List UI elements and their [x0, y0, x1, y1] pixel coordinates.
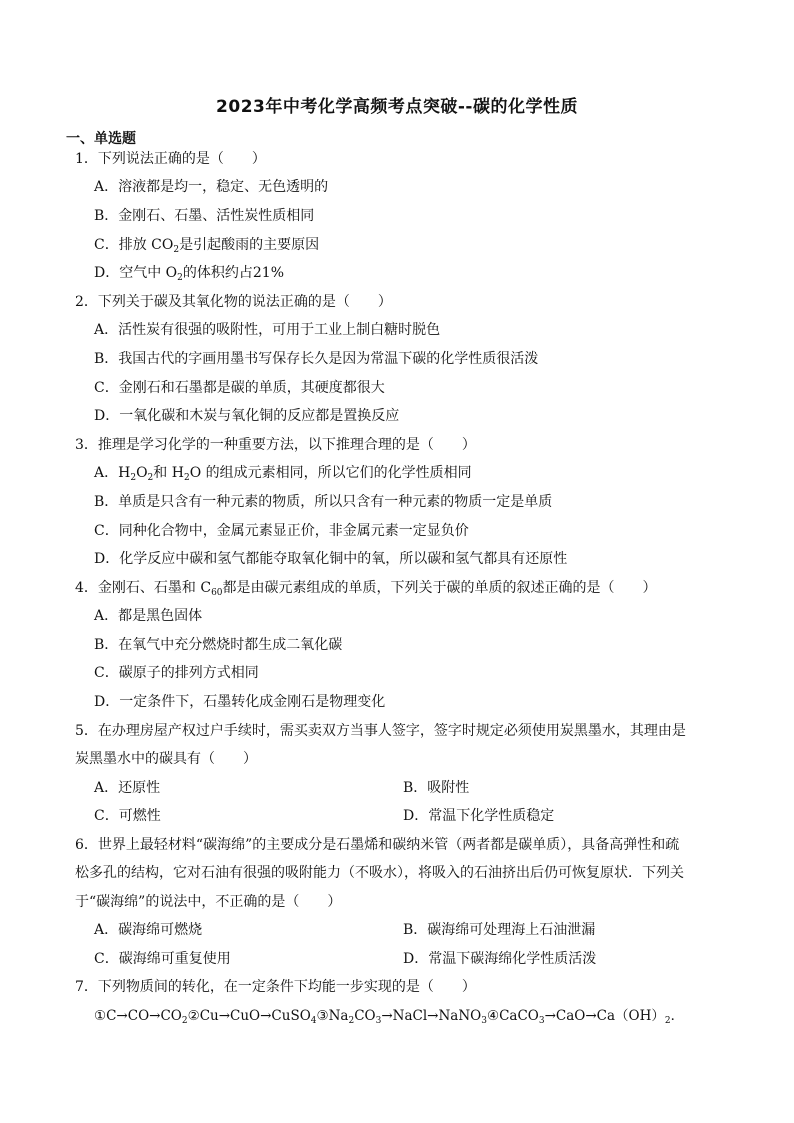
question-4-option-a[interactable]: A．都是黑色固体 [94, 608, 203, 624]
question-2-option-b[interactable]: B．我国古代的字画用墨书写保存长久是因为常温下碳的化学性质很活泼 [94, 351, 539, 367]
question-2-option-d[interactable]: D．一氧化碳和木炭与氧化铜的反应都是置换反应 [94, 408, 400, 424]
question-1-option-a[interactable]: A．溶液都是均一，稳定、无色透明的 [94, 179, 329, 195]
section-heading: 一、单选题 [66, 131, 136, 147]
question-6-stem-line-2: 松多孔的结构，它对石油有很强的吸附能力（不吸水），将吸入的石油挤出后仍可恢复原状．下列关 [75, 865, 684, 881]
question-2-stem: 2．下列关于碳及其氧化物的说法正确的是（ ） [75, 294, 392, 310]
question-6-stem-line-3: 于“碳海绵”的说法中，不正确的是（ ） [75, 894, 342, 910]
question-3-option-c[interactable]: C．同种化合物中，金属元素显正价，非金属元素一定显负价 [94, 523, 469, 539]
question-7-stem: 7．下列物质间的转化，在一定条件下均能一步实现的是（ ） [75, 979, 476, 995]
question-1-option-c[interactable]: C．排放 $CO_2$是引起酸雨的主要原因 [94, 237, 320, 255]
question-4-option-d[interactable]: D．一定条件下，石墨转化成金刚石是物理变化 [94, 694, 386, 710]
question-5-stem-line-1: 5．在办理房屋产权过户手续时，需买卖双方当事人签字，签字时规定必须使用炭黑墨水，其理由是 [75, 723, 686, 739]
question-1-option-b[interactable]: B．金刚石、石墨、活性炭性质相同 [94, 208, 315, 224]
question-1-option-d[interactable]: D．空气中 $O_2$的体积约占21% [94, 265, 285, 283]
question-3-stem: 3．推理是学习化学的一种重要方法，以下推理合理的是（ ） [75, 437, 476, 453]
question-5-option-d[interactable]: D．常温下化学性质稳定 [403, 808, 555, 824]
question-7-conversion-chain: $①C\to CO\to CO_2②Cu\to CuO\to CuSO_4③Na_2CO_3\to NaCl\to NaNO_3④CaCO_3\to CaO\to Ca(OH)_2$． [94, 1008, 685, 1026]
page-title: 2023年中考化学高频考点突破--碳的化学性质 [216, 97, 578, 117]
question-5-option-b[interactable]: B．吸附性 [403, 780, 470, 796]
question-5-option-c[interactable]: C．可燃性 [94, 808, 161, 824]
question-6-option-b[interactable]: B．碳海绵可处理海上石油泄漏 [403, 922, 596, 938]
question-4-option-c[interactable]: C．碳原子的排列方式相同 [94, 665, 259, 681]
question-2-option-c[interactable]: C．金刚石和石墨都是碳的单质，其硬度都很大 [94, 380, 385, 396]
question-5-stem-line-2: 炭黑墨水中的碳具有（ ） [75, 751, 257, 767]
question-6-option-d[interactable]: D．常温下碳海绵化学性质活泼 [403, 951, 597, 967]
question-4-option-b[interactable]: B．在氧气中充分燃烧时都生成二氧化碳 [94, 637, 343, 653]
question-2-option-a[interactable]: A．活性炭有很强的吸附性，可用于工业上制白糖时脱色 [94, 322, 441, 338]
question-3-option-b[interactable]: B．单质是只含有一种元素的物质，所以只含有一种元素的物质一定是单质 [94, 494, 553, 510]
question-5-option-a[interactable]: A．还原性 [94, 780, 161, 796]
question-1-stem: 1．下列说法正确的是（ ） [75, 151, 266, 167]
question-6-stem-line-1: 6．世界上最轻材料“碳海绵”的主要成分是石墨烯和碳纳米管（两者都是碳单质），具备高弹性和疏 [75, 837, 680, 853]
question-3-option-d[interactable]: D．化学反应中碳和氢气都能夺取氧化铜中的氧，所以碳和氢气都具有还原性 [94, 551, 568, 567]
question-6-option-a[interactable]: A．碳海绵可燃烧 [94, 922, 203, 938]
question-6-option-c[interactable]: C．碳海绵可重复使用 [94, 951, 231, 967]
question-4-stem: 4．金刚石、石墨和 $C_{60}$都是由碳元素组成的单质，下列关于碳的单质的叙述正确的是（ ） [75, 580, 657, 598]
question-3-option-a[interactable]: A．$H_2O_2$和 $H_2O$ 的组成元素相同，所以它们的化学性质相同 [94, 465, 472, 483]
